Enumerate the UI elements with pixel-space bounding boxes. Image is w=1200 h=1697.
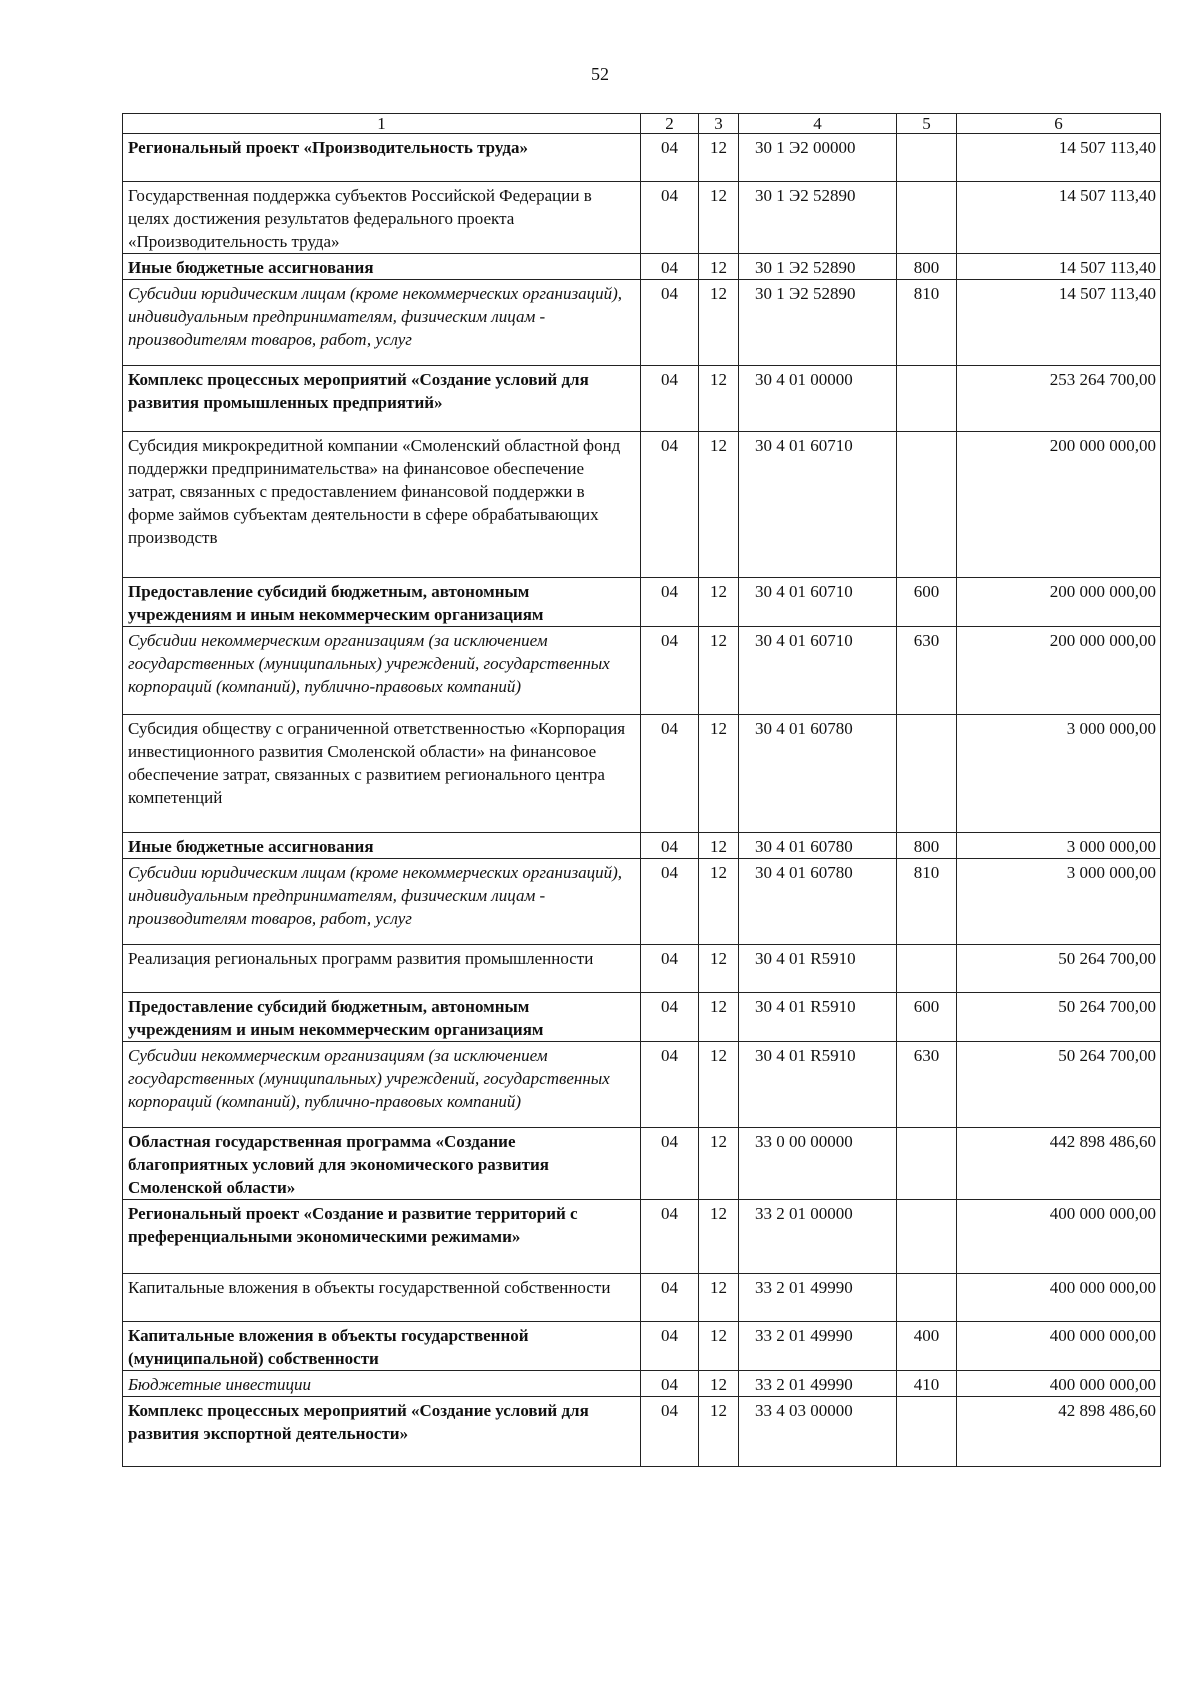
row-subsection: 12	[699, 182, 739, 254]
row-subsection: 12	[699, 1397, 739, 1467]
row-name: Субсидии юридическим лицам (кроме некоммерческих организаций), индивидуальным предпринимателям, физическим лицам - производителям товаров, работ, услуг	[123, 859, 641, 945]
row-section: 04	[641, 1274, 699, 1322]
row-name: Иные бюджетные ассигнования	[123, 833, 641, 859]
row-subsection: 12	[699, 134, 739, 182]
row-subsection: 12	[699, 578, 739, 627]
row-type: 630	[897, 1042, 957, 1128]
row-amount: 3 000 000,00	[957, 859, 1161, 945]
row-type: 810	[897, 280, 957, 366]
row-code: 30 4 01 60710	[739, 627, 897, 715]
row-type: 400	[897, 1322, 957, 1371]
row-type: 630	[897, 627, 957, 715]
table-row	[123, 715, 1161, 833]
row-amount: 14 507 113,40	[957, 254, 1161, 280]
row-code: 30 4 01 R5910	[739, 993, 897, 1042]
row-name: Региональный проект «Создание и развитие территорий с преференциальными экономическими режимами»	[123, 1200, 641, 1274]
table-row	[123, 1397, 1161, 1467]
table-row	[123, 134, 1161, 182]
row-type	[897, 1274, 957, 1322]
table-row	[123, 366, 1161, 432]
page-number: 52	[591, 64, 609, 84]
row-name: Реализация региональных программ развития промышленности	[123, 945, 641, 993]
row-code: 33 0 00 00000	[739, 1128, 897, 1200]
row-code: 33 2 01 00000	[739, 1200, 897, 1274]
row-subsection: 12	[699, 1322, 739, 1371]
row-subsection: 12	[699, 366, 739, 432]
row-code: 30 1 Э2 52890	[739, 254, 897, 280]
row-amount: 50 264 700,00	[957, 945, 1161, 993]
row-section: 04	[641, 1322, 699, 1371]
table-row	[123, 182, 1161, 254]
row-code: 30 4 01 60710	[739, 432, 897, 578]
row-code: 30 4 01 R5910	[739, 1042, 897, 1128]
row-name: Государственная поддержка субъектов Российской Федерации в целях достижения результатов федерального проекта «Производительность труда»	[123, 182, 641, 254]
row-type: 600	[897, 993, 957, 1042]
row-section: 04	[641, 1397, 699, 1467]
header-col-5: 5	[897, 114, 957, 134]
row-amount: 42 898 486,60	[957, 1397, 1161, 1467]
row-amount: 50 264 700,00	[957, 993, 1161, 1042]
row-name: Предоставление субсидий бюджетным, автономным учреждениям и иным некоммерческим организациям	[123, 993, 641, 1042]
row-amount: 442 898 486,60	[957, 1128, 1161, 1200]
table-row	[123, 833, 1161, 859]
row-name: Предоставление субсидий бюджетным, автономным учреждениям и иным некоммерческим организациям	[123, 578, 641, 627]
row-section: 04	[641, 715, 699, 833]
row-name: Субсидии юридическим лицам (кроме некоммерческих организаций), индивидуальным предпринимателям, физическим лицам - производителям товаров, работ, услуг	[123, 280, 641, 366]
row-amount: 3 000 000,00	[957, 833, 1161, 859]
row-subsection: 12	[699, 1128, 739, 1200]
row-name: Капитальные вложения в объекты государственной собственности	[123, 1274, 641, 1322]
row-code: 33 2 01 49990	[739, 1322, 897, 1371]
row-name: Комплекс процессных мероприятий «Создание условий для развития экспортной деятельности»	[123, 1397, 641, 1467]
table-row	[123, 1274, 1161, 1322]
table-row	[123, 993, 1161, 1042]
row-name: Областная государственная программа «Создание благоприятных условий для экономического развития Смоленской области»	[123, 1128, 641, 1200]
row-type	[897, 366, 957, 432]
header-col-3: 3	[699, 114, 739, 134]
row-amount: 400 000 000,00	[957, 1371, 1161, 1397]
row-amount: 14 507 113,40	[957, 182, 1161, 254]
row-section: 04	[641, 280, 699, 366]
table-row	[123, 578, 1161, 627]
budget-table	[122, 113, 1161, 1467]
row-section: 04	[641, 627, 699, 715]
row-name: Субсидии некоммерческим организациям (за исключением государственных (муниципальных) учреждений, государственных корпораций (компаний), публично-правовых компаний)	[123, 1042, 641, 1128]
header-col-2: 2	[641, 114, 699, 134]
row-code: 30 1 Э2 52890	[739, 182, 897, 254]
table-row	[123, 280, 1161, 366]
row-code: 30 4 01 60780	[739, 715, 897, 833]
row-type	[897, 715, 957, 833]
row-name: Субсидия обществу с ограниченной ответственностью «Корпорация инвестиционного развития Смоленской области» на финансовое обеспечение затрат, связанных с развитием регионального центра компетенций	[123, 715, 641, 833]
table-row	[123, 254, 1161, 280]
row-name: Комплекс процессных мероприятий «Создание условий для развития промышленных предприятий»	[123, 366, 641, 432]
row-amount: 253 264 700,00	[957, 366, 1161, 432]
row-section: 04	[641, 134, 699, 182]
table-row	[123, 1371, 1161, 1397]
row-subsection: 12	[699, 859, 739, 945]
row-type	[897, 1397, 957, 1467]
row-amount: 200 000 000,00	[957, 432, 1161, 578]
header-row	[123, 114, 1161, 134]
header-col-6: 6	[957, 114, 1161, 134]
row-section: 04	[641, 1128, 699, 1200]
row-type: 800	[897, 833, 957, 859]
row-subsection: 12	[699, 715, 739, 833]
row-section: 04	[641, 578, 699, 627]
header-col-4: 4	[739, 114, 897, 134]
row-code: 30 4 01 R5910	[739, 945, 897, 993]
row-subsection: 12	[699, 627, 739, 715]
row-type	[897, 1200, 957, 1274]
row-code: 30 4 01 60710	[739, 578, 897, 627]
table-row	[123, 859, 1161, 945]
row-subsection: 12	[699, 1042, 739, 1128]
row-amount: 3 000 000,00	[957, 715, 1161, 833]
table-row	[123, 432, 1161, 578]
row-name: Субсидии некоммерческим организациям (за исключением государственных (муниципальных) учреждений, государственных корпораций (компаний), публично-правовых компаний)	[123, 627, 641, 715]
row-type	[897, 432, 957, 578]
row-subsection: 12	[699, 833, 739, 859]
table-row	[123, 1322, 1161, 1371]
header-col-1: 1	[123, 114, 641, 134]
table-row	[123, 1042, 1161, 1128]
row-amount: 400 000 000,00	[957, 1274, 1161, 1322]
row-section: 04	[641, 833, 699, 859]
row-section: 04	[641, 945, 699, 993]
row-name: Капитальные вложения в объекты государственной (муниципальной) собственности	[123, 1322, 641, 1371]
row-type: 410	[897, 1371, 957, 1397]
row-subsection: 12	[699, 254, 739, 280]
row-code: 33 2 01 49990	[739, 1274, 897, 1322]
row-section: 04	[641, 1042, 699, 1128]
row-name: Бюджетные инвестиции	[123, 1371, 641, 1397]
row-name: Субсидия микрокредитной компании «Смоленский областной фонд поддержки предпринимательства» на финансовое обеспечение затрат, связанных с предоставлением финансовой поддержки в форме займов субъектам деятельности в сфере обрабатывающих производств	[123, 432, 641, 578]
table-row	[123, 627, 1161, 715]
row-code: 30 4 01 00000	[739, 366, 897, 432]
row-code: 30 4 01 60780	[739, 833, 897, 859]
row-amount: 200 000 000,00	[957, 627, 1161, 715]
row-name: Региональный проект «Производительность труда»	[123, 134, 641, 182]
row-code: 33 4 03 00000	[739, 1397, 897, 1467]
row-amount: 14 507 113,40	[957, 280, 1161, 366]
row-amount: 400 000 000,00	[957, 1322, 1161, 1371]
row-section: 04	[641, 859, 699, 945]
table-row	[123, 945, 1161, 993]
row-section: 04	[641, 993, 699, 1042]
row-code: 33 2 01 49990	[739, 1371, 897, 1397]
row-type	[897, 1128, 957, 1200]
row-amount: 200 000 000,00	[957, 578, 1161, 627]
row-amount: 400 000 000,00	[957, 1200, 1161, 1274]
row-subsection: 12	[699, 280, 739, 366]
row-code: 30 4 01 60780	[739, 859, 897, 945]
row-subsection: 12	[699, 993, 739, 1042]
row-name: Иные бюджетные ассигнования	[123, 254, 641, 280]
row-section: 04	[641, 182, 699, 254]
row-type: 600	[897, 578, 957, 627]
row-subsection: 12	[699, 945, 739, 993]
row-code: 30 1 Э2 52890	[739, 280, 897, 366]
row-subsection: 12	[699, 1200, 739, 1274]
row-section: 04	[641, 1200, 699, 1274]
table-row	[123, 1128, 1161, 1200]
row-type	[897, 945, 957, 993]
row-section: 04	[641, 254, 699, 280]
table-row	[123, 1200, 1161, 1274]
row-section: 04	[641, 366, 699, 432]
row-type: 800	[897, 254, 957, 280]
row-subsection: 12	[699, 1274, 739, 1322]
row-subsection: 12	[699, 1371, 739, 1397]
row-type	[897, 134, 957, 182]
row-amount: 50 264 700,00	[957, 1042, 1161, 1128]
row-type: 810	[897, 859, 957, 945]
row-code: 30 1 Э2 00000	[739, 134, 897, 182]
row-section: 04	[641, 1371, 699, 1397]
row-type	[897, 182, 957, 254]
row-section: 04	[641, 432, 699, 578]
row-amount: 14 507 113,40	[957, 134, 1161, 182]
row-subsection: 12	[699, 432, 739, 578]
